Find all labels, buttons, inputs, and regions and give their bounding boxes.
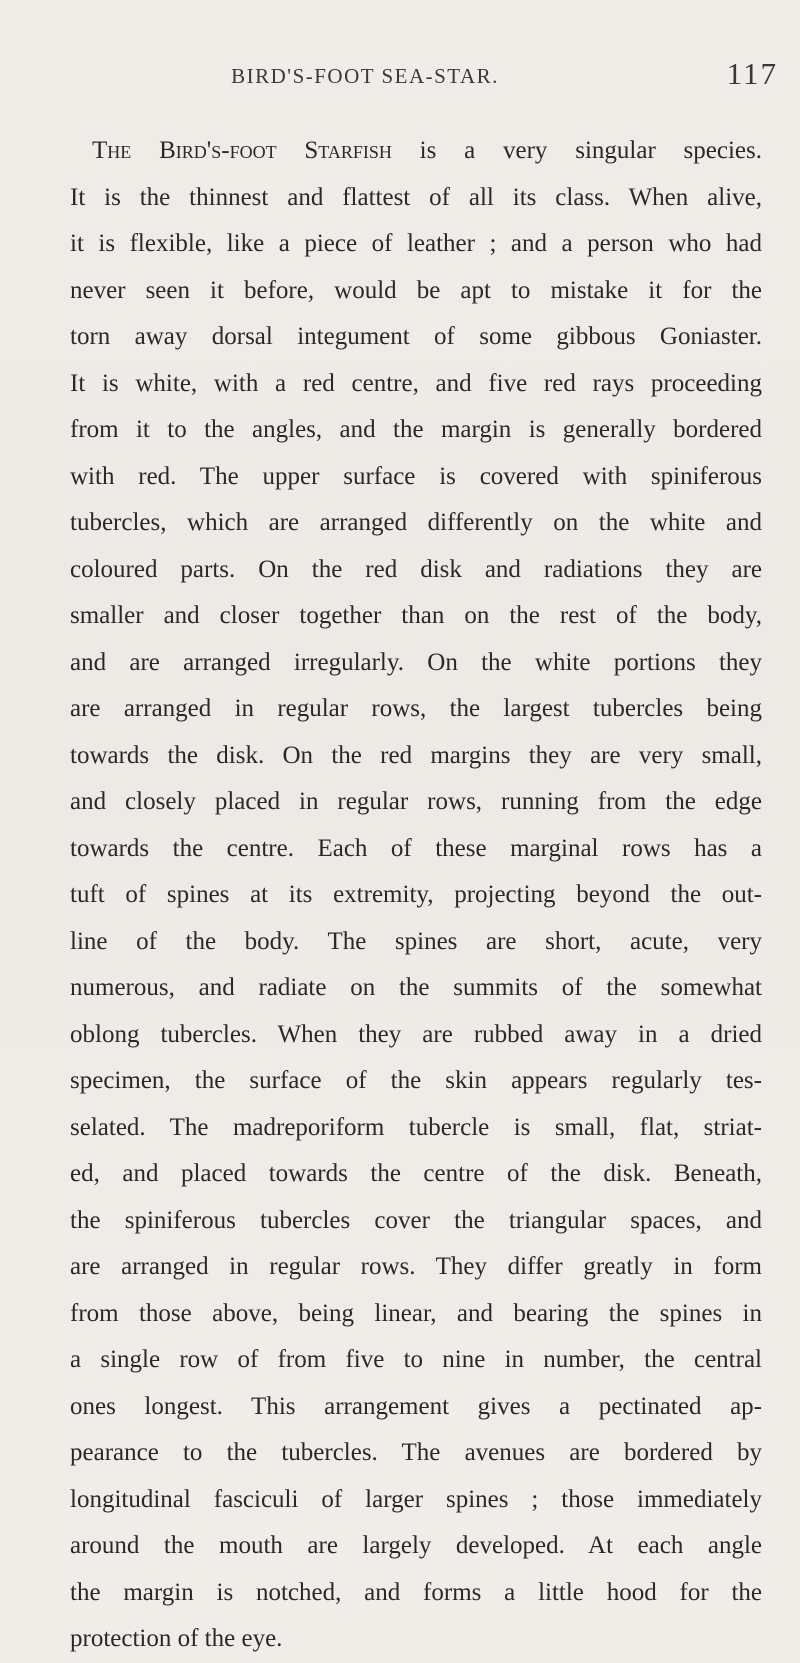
- first-line-rest: is a very singular species.: [419, 137, 763, 164]
- text-line: the margin is notched, and forms a little hood for the: [70, 1578, 762, 1606]
- text-line: It is the thinnest and flattest of all its class. When alive,: [70, 183, 762, 211]
- text-line: are arranged in regular rows. They differ greatly in form: [70, 1253, 762, 1280]
- text-line: it is flexible, like a piece of leather ; and a person who had: [70, 230, 762, 257]
- page-header: [0, 56, 800, 96]
- text-line: specimen, the surface of the skin appears regularly tes-: [70, 1067, 762, 1094]
- text-line: line of the body. The spines are short, acute, very: [70, 927, 762, 955]
- text-line: numerous, and radiate on the summits of the somewhat: [70, 974, 762, 1001]
- text-line: coloured parts. On the red disk and radiations they are: [70, 555, 762, 583]
- text-line: longitudinal fasciculi of larger spines ; those immediately: [70, 1485, 762, 1513]
- text-line: from it to the angles, and the margin is generally bordered: [70, 416, 762, 443]
- text-line: oblong tubercles. When they are rubbed away in a dried: [70, 1020, 762, 1048]
- text-line: from those above, being linear, and bearing the spines in: [70, 1299, 762, 1327]
- text-line: and are arranged irregularly. On the white portions they: [70, 648, 762, 676]
- body-paragraph: [70, 128, 762, 1663]
- lead-word: The: [92, 137, 132, 164]
- text-line: towards the disk. On the red margins they are very small,: [70, 741, 762, 769]
- page-number: 117: [726, 56, 778, 91]
- text-line: towards the centre. Each of these marginal rows has a: [70, 834, 762, 862]
- text-line: pearance to the tubercles. The avenues are bordered by: [70, 1439, 762, 1466]
- text-line: tubercles, which are arranged differently on the white and: [70, 509, 762, 536]
- text-line: are arranged in regular rows, the largest tubercles being: [70, 695, 762, 722]
- text-line: with red. The upper surface is covered with spiniferous: [70, 462, 762, 490]
- text-line: [70, 128, 762, 175]
- text-line: the spiniferous tubercles cover the triangular spaces, and: [70, 1206, 762, 1234]
- text-line: ed, and placed towards the centre of the disk. Beneath,: [70, 1160, 762, 1187]
- text-line: selated. The madreporiform tubercle is small, flat, striat-: [70, 1113, 762, 1141]
- running-title: BIRD'S-FOOT SEA-STAR.: [231, 64, 499, 88]
- text-line: tuft of spines at its extremity, projecting beyond the out-: [70, 881, 762, 908]
- text-line-last: protection of the eye.: [70, 1625, 283, 1652]
- text-line: around the mouth are largely developed. At each angle: [70, 1532, 762, 1559]
- text-line: and closely placed in regular rows, running from the edge: [70, 788, 762, 815]
- text-line: never seen it before, would be apt to mistake it for the: [70, 276, 762, 304]
- text-line: ones longest. This arrangement gives a pectinated ap-: [70, 1392, 762, 1420]
- text-line: It is white, with a red centre, and five red rays proceeding: [70, 369, 762, 397]
- text-line: a single row of from five to nine in number, the central: [70, 1346, 762, 1373]
- species-name: Bird's-foot Starfish: [159, 137, 392, 164]
- text-line: torn away dorsal integument of some gibbous Goniaster.: [70, 323, 762, 350]
- text-line: smaller and closer together than on the rest of the body,: [70, 602, 762, 629]
